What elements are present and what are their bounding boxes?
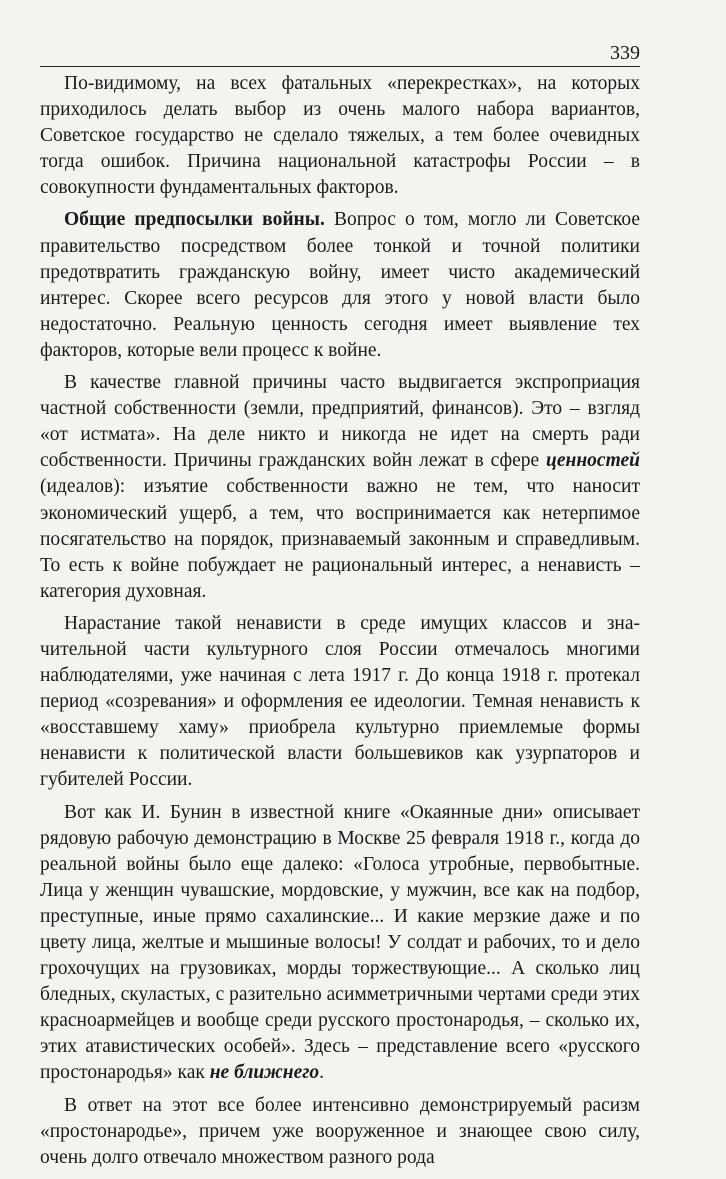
paragraph-text: По-видимому, на всех фатальных «перекрестках», на которых приходилось делать выбор из очень малого набора вариантов, Советское государство не сделало тяжелых, а тем более очевидных тогда ошибок. Причина национальной катастрофы России – в совокупности фундаментальных факторов.	[40, 73, 640, 199]
paragraph-6	[40, 1093, 640, 1171]
paragraph-1	[40, 71, 640, 201]
paragraph-text: .	[319, 1062, 325, 1084]
paragraph-text: В качестве главной причины часто выдвигается экспроприация частной собственности (земли, предприятий, финансов). Это – взгляд «от истмата». На деле никто и никогда не идет на смерть ради собственности. Причины гражданских войн лежат в сфере	[40, 372, 640, 472]
paragraph-text: Вот как И. Бунин в известной книге «Окаянные дни» описывает рядовую рабочую демонстрацию в Москве 25 февраля 1918 г., когда до реальной войны было еще далеко: «Голоса утробные, первобытные. Лица у женщин чувашские, мордовские, у мужчин, все как на подбор, преступные, иные прямо сахалинские... И какие мерзкие даже и по цвету лица, желтые и мышиные волосы! У солдат и рабочих, то и дело грохочущих на грузовиках, морды торжествующие... А сколько лиц бледных, скуластых, с разительно асимметричными чертами среди этих красноармейцев и вообще среди русского простонародья, – сколько их, этих атавистических особей». Здесь – представление всего «русского простонародья» как	[40, 801, 640, 1084]
paragraph-5	[40, 800, 640, 1087]
book-page	[40, 38, 640, 1177]
emphasized-term: не ближнего	[209, 1062, 320, 1084]
paragraph-4	[40, 611, 640, 794]
paragraph-text: Вопрос о том, могло ли Советское правительство посредством более тонкой и точной политики предотвратить гражданскую войну, имеет чисто академический интерес. Скорее всего ресурсов для этого у новой власти было недостаточно. Реальную ценность сегодня имеет выявление тех факторов, которые вели процесс к войне.	[40, 209, 641, 361]
paragraph-text: (идеалов): изъятие собственности важно не тем, что наносит экономический ущерб, а тем, что воспринимается как нетерпимое посягательство на порядок, признаваемый законным и справедливым. То есть к войне побуждает не рациональный интерес, а ненависть – категория духовная.	[40, 476, 640, 602]
section-run-in-heading: Общие предпосылки войны.	[64, 209, 325, 231]
paragraph-3	[40, 370, 640, 605]
page-number: 339	[610, 42, 640, 64]
running-head	[40, 38, 640, 67]
emphasized-term: ценностей	[546, 450, 640, 472]
paragraph-text: В ответ на этот все более интенсивно демонстрируемый расизм «простонародье», причем уже вооруженное и знающее свою силу, очень долго отвечало множеством разного рода	[40, 1094, 640, 1168]
paragraph-text: Нарастание такой ненависти в среде имущих классов и значительной части культурного слоя России отмечалось многими наблюдателями, уже начиная с лета 1917 г. До конца 1918 г. протекал период «созревания» и оформления ее идеологии. Темная ненависть к «восставшему хаму» приобрела культурно приемлемые формы ненависти к политической власти большевиков как узурпаторов и губителей России.	[40, 612, 640, 791]
paragraph-2	[40, 207, 640, 364]
